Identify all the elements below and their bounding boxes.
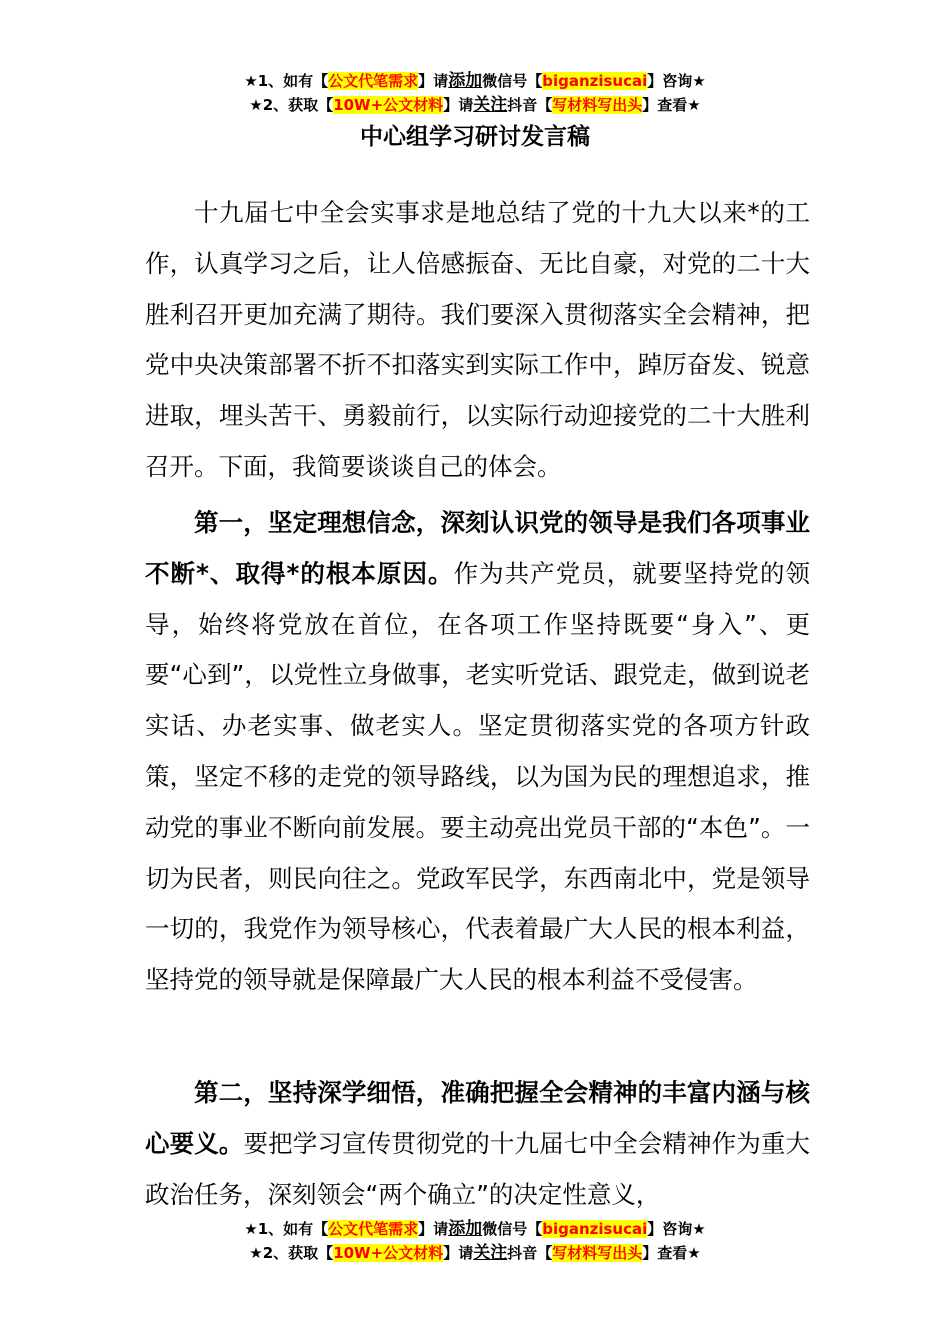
header-promo-line-2 — [0, 94, 950, 116]
footer-promo-line-1 — [0, 1218, 950, 1240]
promo-text: 微信号【 — [482, 72, 543, 90]
paragraph-lead: 第二，坚持深学细悟，准确把握全会精神的丰富内涵与核心要义。 — [145, 1078, 810, 1158]
paragraph-intro — [145, 188, 810, 493]
paragraph-text: 十九届七中全会实事求是地总结了党的十九大以来*的工作，认真学习之后，让人倍感振奋、无比自豪，对党的二十大胜利召开更加充满了期待。我们要深入贯彻落实全会精神，把党中央决策部署不折不扣落实到实际工作中，踔厉奋发、锐意进取，埋头苦干、勇毅前行，以实际行动迎接党的二十大胜利召开。下面，我简要谈谈自己的体会。 — [145, 198, 810, 481]
promo-text: 】咨询★ — [647, 72, 706, 90]
promo-text: 微信号【 — [482, 1220, 543, 1238]
promo-underline: 关注 — [473, 1243, 508, 1263]
paragraph-first-point — [145, 498, 810, 1006]
promo-underline: 添加 — [448, 71, 483, 91]
promo-wechat-id: biganzisucai — [542, 1220, 648, 1238]
promo-text: ★2、获取【 — [249, 96, 334, 114]
footer-promo-line-2 — [0, 1242, 950, 1264]
promo-text: 】咨询★ — [647, 1220, 706, 1238]
promo-text: 】查看★ — [642, 1244, 701, 1262]
header-promo-line-1 — [0, 70, 950, 92]
promo-douyin-id: 写材料写出头 — [552, 96, 643, 114]
document-title: 中心组学习研讨发言稿 — [360, 124, 590, 150]
promo-text: 】请 — [418, 1220, 449, 1238]
paragraph-lead: 第一，坚定理想信念，深刻认识党的领导是我们各项事业不断*、取得*的根本原因。 — [145, 508, 810, 588]
promo-highlight: 10W+公文材料 — [333, 1244, 444, 1262]
promo-text: ★2、获取【 — [249, 1244, 334, 1262]
promo-underline: 关注 — [473, 95, 508, 115]
promo-text: 抖音【 — [507, 96, 553, 114]
promo-text: 】请 — [418, 72, 449, 90]
promo-highlight: 公文代笔需求 — [328, 1220, 419, 1238]
promo-douyin-id: 写材料写出头 — [552, 1244, 643, 1262]
promo-highlight: 10W+公文材料 — [333, 96, 444, 114]
promo-wechat-id: biganzisucai — [542, 72, 648, 90]
promo-text: 】请 — [443, 96, 474, 114]
paragraph-second-point — [145, 1068, 810, 1220]
promo-text: ★1、如有【 — [244, 1220, 329, 1238]
promo-highlight: 公文代笔需求 — [328, 72, 419, 90]
promo-text: ★1、如有【 — [244, 72, 329, 90]
promo-text: 】请 — [443, 1244, 474, 1262]
paragraph-text: 作为共产党员，就要坚持党的领导，始终将党放在首位，在各项工作坚持既要“身入”、更要“心到”，以党性立身做事，老实听党话、跟党走，做到说老实话、办老实事、做老实人。坚定贯彻落实党的各项方针政策，坚定不移的走党的领导路线，以为国为民的理想追求，推动党的事业不断向前发展。要主动亮出党员干部的“本色”。一切为民者，则民向往之。党政军民学，东西南北中，党是领导一切的，我党作为领导核心，代表着最广大人民的根本利益，坚持党的领导就是保障最广大人民的根本利益不受侵害。 — [145, 558, 810, 995]
promo-text: 抖音【 — [507, 1244, 553, 1262]
paragraph-text: 要把学习宣传贯彻党的十九届七中全会精神作为重大政治任务，深刻领会“两个确立”的决定性意义， — [145, 1128, 811, 1209]
promo-underline: 添加 — [448, 1219, 483, 1239]
promo-text: 】查看★ — [642, 96, 701, 114]
